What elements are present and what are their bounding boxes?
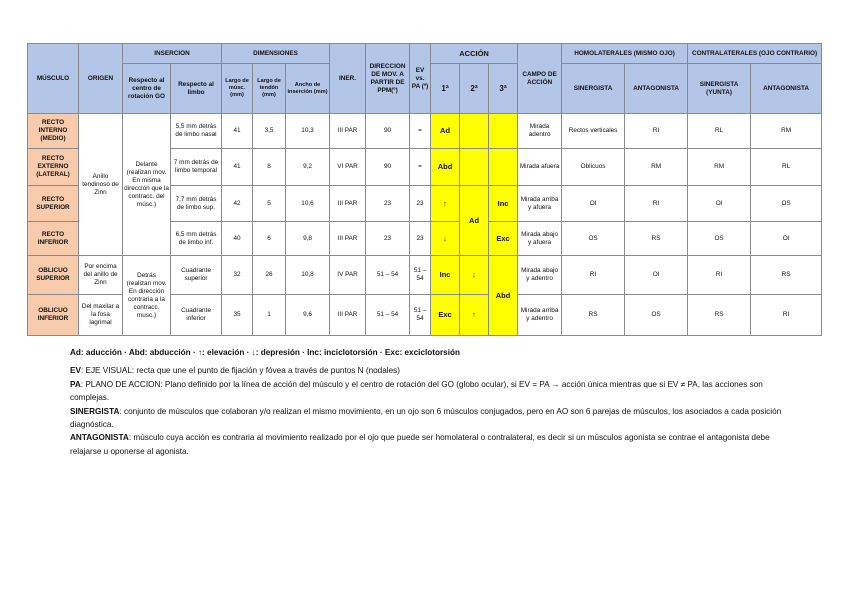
ancho-cell: 9,2 [286,149,330,186]
contra-antagonista-cell: OI [751,222,822,256]
header-ancho-insercion: Ancho de inserción (mm) [286,64,330,114]
homo-sinergista-cell: OS [562,222,625,256]
ev-pa-cell: 51 – 54 [410,295,431,336]
homo-antagonista-cell: RI [625,186,688,222]
header-antagonista: ANTAGONISTA [625,64,688,114]
contra-antagonista-cell: OS [751,186,822,222]
iner-cell: III PAR [330,114,366,149]
campo-cell: Mirada abajo y adentro [518,256,562,295]
term-sinergista: SINERGISTA [70,406,120,416]
muscle-name: OBLICUO INFERIOR [28,295,79,336]
homo-sinergista-cell: OI [562,186,625,222]
origen-cell: Por encima del anillo de Zinn [79,256,123,295]
ev-pa-cell: 51 – 54 [410,256,431,295]
term-ev: EV [70,366,81,376]
homo-sinergista-cell: RS [562,295,625,336]
ev-pa-cell: = [410,149,431,186]
largo-cell: 35 [222,295,253,336]
ancho-cell: 10,3 [286,114,330,149]
contra-sinergista-cell: RL [688,114,751,149]
contra-sinergista-cell: RM [688,149,751,186]
header-homolaterales: HOMOLATERALES (MISMO OJO) [562,44,688,64]
direccion-cell: 51 – 54 [366,295,410,336]
iner-cell: IV PAR [330,256,366,295]
largo-cell: 41 [222,114,253,149]
header-origen: ORIGEN [79,44,123,114]
insercion-limbo-cell: Cuadrante superior [171,256,222,295]
homo-sinergista-cell: Oblicuos [562,149,625,186]
header-accion-1: 1ª [431,64,460,114]
largo-cell: 41 [222,149,253,186]
contra-antagonista-cell: RL [751,149,822,186]
insercion-limbo-cell: 5,5 mm detrás de limbo nasal [171,114,222,149]
header-direccion: DIRECCION DE MOV. A PARTIR DE PPM(º) [366,44,410,114]
header-largo-tendon: Largo de tendón (mm) [253,64,286,114]
definition-sinergista: : conjunto de músculos que colaboran y/o realizan el mismo movimiento, en un ojo son 6 músculos conjugados, pero en AO son 6 parejas de músculos, los asociados a cada posición diagnóstica. [70,406,782,430]
accion-1-cell: ↑ [431,186,460,222]
iner-cell: III PAR [330,295,366,336]
contra-antagonista-cell: RS [751,256,822,295]
contra-sinergista-cell: OI [688,186,751,222]
homo-sinergista-cell: RI [562,256,625,295]
muscle-name: RECTO INTERNO (MEDIO) [28,114,79,149]
accion-1-cell: Inc [431,256,460,295]
campo-cell: Mirada arriba y adentro [518,295,562,336]
homo-sinergista-cell: Rectos verticales [562,114,625,149]
definition-ev: : EJE VISUAL: recta que une el punto de fijación y fóvea a través de puntos N (nodales) [80,366,400,376]
insercion-centro-cell: Detrás (realizan mov. En dirección contraria a la contracc. musc.) [123,256,171,336]
accion-2-ad-cell: Ad [460,186,489,256]
campo-cell: Mirada abajo y afuera [518,222,562,256]
term-antagonista: ANTAGONISTA [70,433,129,443]
definition-pa: : PLANO DE ACCION: Plano definido por la línea de acción del músculo y el centro de rotación del GO (globo ocular), si EV = PA → acción única mientras que si EV ≠ PA, las acciones son complejas. [70,379,763,403]
header-contralaterales: CONTRALATERALES (OJO CONTRARIO) [688,44,822,64]
accion-1-cell: Ad [431,114,460,149]
ancho-cell: 10,6 [286,186,330,222]
ev-pa-cell: 23 [410,222,431,256]
header-antagonista-contra: ANTAGONISTA [751,64,822,114]
header-iner: INER. [330,44,366,114]
contra-sinergista-cell: RI [688,256,751,295]
ancho-cell: 9,6 [286,295,330,336]
iner-cell: III PAR [330,186,366,222]
term-pa: PA [70,379,81,389]
header-accion: ACCIÓN [431,44,518,64]
largo-cell: 40 [222,222,253,256]
homo-antagonista-cell: RI [625,114,688,149]
header-ins-centro: Respecto al centro de rotación GO [123,64,171,114]
direccion-cell: 23 [366,186,410,222]
accion-2-cell: ↑ [460,295,489,336]
accion-3-abd-cell: Abd [489,256,518,336]
homo-antagonista-cell: OI [625,256,688,295]
header-dimensiones: DIMENSIONES [222,44,330,64]
homo-antagonista-cell: RM [625,149,688,186]
insercion-limbo-cell: Cuadrante inferior [171,295,222,336]
tendon-cell: 6 [253,222,286,256]
accion-2-cell: ↓ [460,256,489,295]
muscle-table [27,43,822,336]
ev-pa-cell: = [410,114,431,149]
note-pa [70,378,790,405]
header-sinergista: SINERGISTA [562,64,625,114]
campo-cell: Mirada arriba y afuera [518,186,562,222]
accion-3-cell: Inc [489,186,518,222]
largo-cell: 32 [222,256,253,295]
ancho-cell: 9,8 [286,222,330,256]
notes-section [70,346,790,458]
insercion-centro-cell: Delante (realizan mov. En misma dirección que la contracc. del músc.) [123,114,171,256]
accion-3-cell: Exc [489,222,518,256]
accion-1-cell: ↓ [431,222,460,256]
header-insercion: INSERCION [123,44,222,64]
header-ins-limbo: Respecto al limbo [171,64,222,114]
contra-antagonista-cell: RM [751,114,822,149]
tendon-cell: 3,5 [253,114,286,149]
accion-1-cell: Exc [431,295,460,336]
iner-cell: III PAR [330,222,366,256]
header-campo: CAMPO DE ACCIÓN [518,44,562,114]
direccion-cell: 23 [366,222,410,256]
abbreviation-legend: Ad: aducción · Abd: abducción · ↑: elevación · ↓: depresión · Inc: inciclotorsión · Exc: exciclotorsión [70,348,461,357]
table-row [28,256,822,295]
header-ev-pa: EV vs. PA (º) [410,44,431,114]
insercion-limbo-cell: 7 mm detrás de limbo temporal [171,149,222,186]
direccion-cell: 90 [366,149,410,186]
accion-3-cell [489,114,518,149]
header-accion-3: 3ª [489,64,518,114]
ev-pa-cell: 23 [410,186,431,222]
origen-cell: Anillo tendinoso de Zinn [79,114,123,256]
header-accion-2: 2ª [460,64,489,114]
origen-cell: Del maxilar a la fosa lagrimal [79,295,123,336]
insercion-limbo-cell: 6,5 mm detrás de limbo inf. [171,222,222,256]
homo-antagonista-cell: OS [625,295,688,336]
accion-2-cell [460,114,489,149]
contra-antagonista-cell: RI [751,295,822,336]
largo-cell: 42 [222,186,253,222]
tendon-cell: 1 [253,295,286,336]
iner-cell: VI PAR [330,149,366,186]
tendon-cell: 5 [253,186,286,222]
table-row [28,114,822,149]
header-sinergista-yunta: SINERGISTA (YUNTA) [688,64,751,114]
tendon-cell: 8 [253,149,286,186]
note-antagonista [70,431,790,458]
direccion-cell: 51 – 54 [366,256,410,295]
campo-cell: Mirada afuera [518,149,562,186]
muscle-name: RECTO SUPERIOR [28,186,79,222]
accion-3-cell [489,149,518,186]
homo-antagonista-cell: RS [625,222,688,256]
insercion-limbo-cell: 7,7 mm detrás de limbo sup. [171,186,222,222]
muscle-name: RECTO EXTERNO (LATERAL) [28,149,79,186]
campo-cell: Mirada adentro [518,114,562,149]
accion-1-cell: Abd [431,149,460,186]
header-largo-musc: Largo de músc. (mm) [222,64,253,114]
note-sinergista [70,405,790,432]
note-ev [70,364,790,377]
ancho-cell: 10,8 [286,256,330,295]
direccion-cell: 90 [366,114,410,149]
definition-antagonista: : músculo cuya acción es contraria al movimiento realizado por el ojo que puede ser homolateral o contralateral, es decir si un músculos agonista se contrae el antagonista debe relajarse u oponerse al agonista. [70,433,770,456]
contra-sinergista-cell: RS [688,295,751,336]
accion-2-cell [460,149,489,186]
header-musculo: MÚSCULO [28,44,79,114]
muscle-name: RECTO INFERIOR [28,222,79,256]
muscle-name: OBLICUO SUPERIOR [28,256,79,295]
contra-sinergista-cell: OS [688,222,751,256]
tendon-cell: 26 [253,256,286,295]
